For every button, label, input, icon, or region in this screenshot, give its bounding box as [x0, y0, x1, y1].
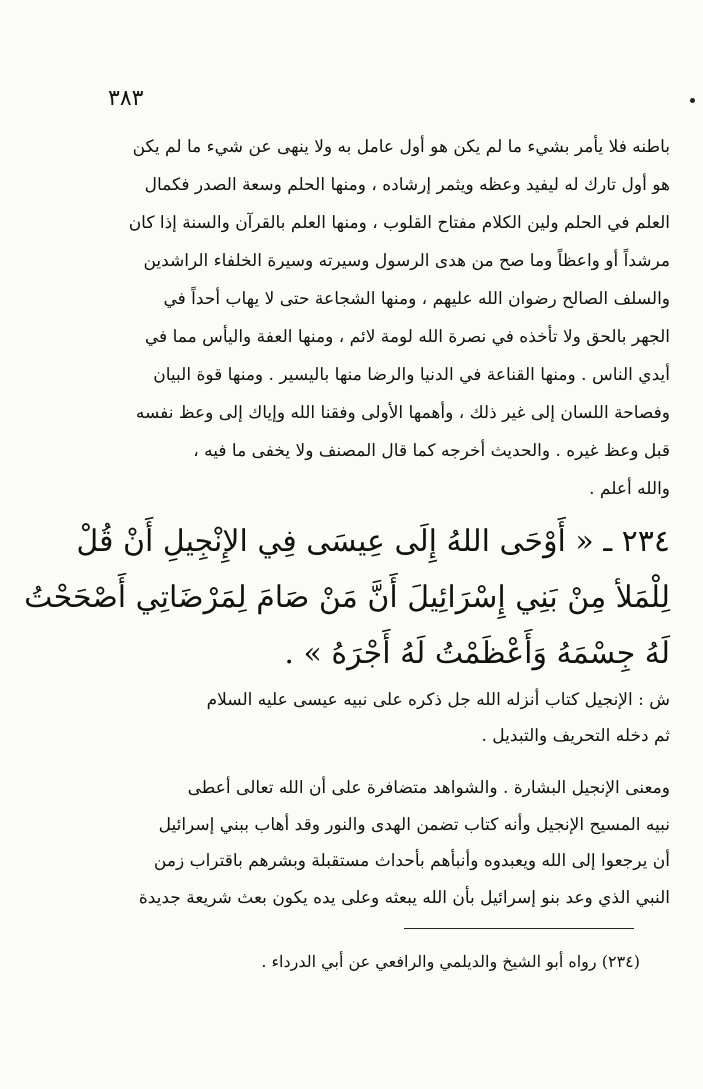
text-line: وفصاحة اللسان إلى غير ذلك ، وأهمها الأولى وفقنا الله وإياك إلى وعظ نفسه: [135, 403, 670, 423]
text-line: أن يرجعوا إلى الله ويعبدوه وأنبأهم بأحداث مستقبلة وبشرهم باقتراب زمن: [153, 851, 670, 871]
text-line: باطنه فلا يأمر بشيء ما لم يكن هو أول عامل به ولا ينهى عن شيء ما لم يكن: [132, 137, 670, 157]
commentary-paragraph-1: [90, 128, 670, 508]
footnote: (٢٣٤) رواه أبو الشيخ والديلمي والرافعي عن أبي الدرداء .: [261, 952, 640, 971]
text-line: ش : الإنجيل كتاب أنزله الله جل ذكره على نبيه عيسى عليه السلام: [206, 690, 670, 710]
footnote-separator: [404, 928, 634, 929]
text-line: هو أول تارك له ليفيد وعظه ويثمر إرشاده ، ومنها الحلم وسعة الصدر فكمال: [144, 175, 670, 195]
explanation-paragraph: [90, 682, 670, 754]
text-line: نبيه المسيح الإنجيل وأنه كتاب تضمن الهدى والنور وقد أهاب ببني إسرائيل: [158, 814, 670, 835]
page-number: ٣٨٣: [108, 86, 144, 111]
text-line: ثم دخله التحريف والتبديل .: [481, 726, 670, 746]
text-line: والسلف الصالح رضوان الله عليهم ، ومنها الشجاعة حتى لا يهاب أحداً في: [163, 289, 670, 309]
text-line: النبي الذي وعد بنو إسرائيل بأن الله يبعثه وعلى يده يكون بعث شريعة جديدة: [138, 887, 670, 908]
text-line: والله أعلم .: [589, 479, 670, 499]
text-line: الجهر بالحق ولا تأخذه في نصرة الله لومة لائم ، ومنها العفة واليأس مما في: [144, 327, 670, 347]
hadith-text: [24, 514, 670, 682]
margin-mark: [690, 98, 695, 103]
hadith-line: لَهُ جِسْمَهُ وَأَعْظَمْتُ لَهُ أَجْرَهُ » .: [284, 636, 670, 671]
text-line: أيدي الناس . ومنها القناعة في الدنيا والرضا منها باليسير . ومنها قوة البيان: [153, 365, 670, 385]
hadith-line: ٢٣٤ ـ « أَوْحَى اللهُ إِلَى عِيسَى فِي الإِنْجِيلِ أَنْ قُلْ: [76, 524, 670, 559]
text-line: ومعنى الإنجيل البشارة . والشواهد متضافرة على أن الله تعالى أعطى: [187, 778, 670, 798]
hadith-line: لِلْمَلأ مِنْ بَنِي إِسْرَائِيلَ أَنَّ مَنْ صَامَ لِمَرْضَاتِي أَصْحَحْتُ: [24, 580, 670, 615]
commentary-paragraph-2: [90, 770, 670, 916]
text-line: العلم في الحلم ولين الكلام مفتاح القلوب ، ومنها العلم بالقرآن والسنة إذا كان: [128, 213, 670, 233]
text-line: مرشداً أو واعظاً وما صح من هدى الرسول وسيرته وسيرة الخلفاء الراشدين: [143, 251, 670, 271]
text-line: قبل وعظ غيره . والحديث أخرجه كما قال المصنف ولا يخفى ما فيه ،: [193, 441, 670, 461]
